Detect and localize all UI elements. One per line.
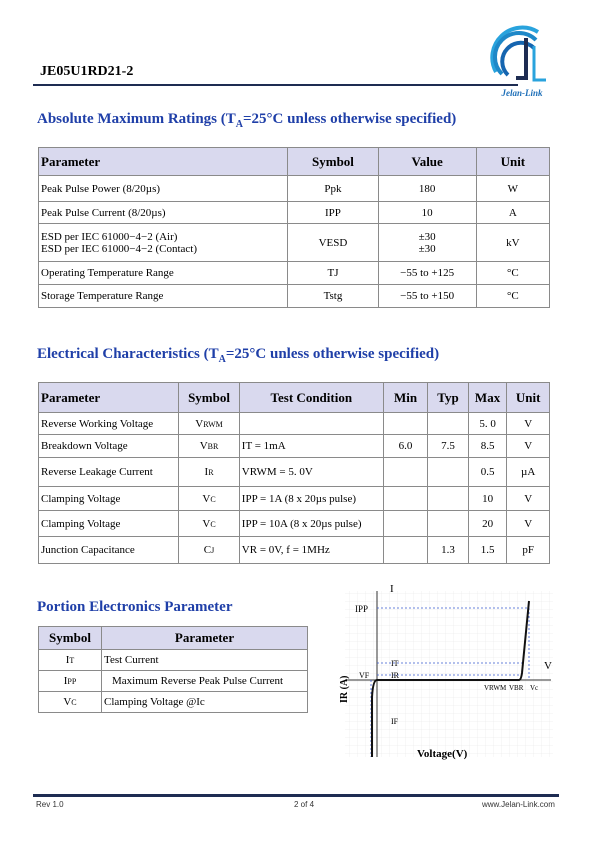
table-row: Peak Pulse Current (8/20µs) IPP 10 A <box>39 202 550 224</box>
col-header: Symbol <box>288 148 378 176</box>
footer-page-number: 2 of 4 <box>294 800 315 809</box>
table-row: Clamping Voltage VC IPP = 10A (8 x 20µs pulse) 20 V <box>39 511 550 537</box>
vbr-label: VBR <box>509 684 524 692</box>
col-header: Parameter <box>102 627 308 650</box>
if-label: IF <box>391 717 399 726</box>
y-axis-letter: I <box>390 585 394 595</box>
logo-text: Jelan-Link <box>501 88 543 98</box>
iv-characteristic-diagram <box>333 585 555 761</box>
portion-table <box>38 626 308 713</box>
part-number: JE05U1RD21-2 <box>40 64 134 79</box>
abs-max-table <box>38 147 550 308</box>
table-row: Reverse Leakage Current IR VRWM = 5. 0V 0.5 µA <box>39 458 550 487</box>
table-row: Junction Capacitance CJ VR = 0V, f = 1MHz 1.3 1.5 pF <box>39 537 550 564</box>
footer-divider <box>33 794 559 797</box>
ir-label: IR <box>391 671 399 680</box>
table-row: ESD per IEC 61000−4−2 (Air) ESD per IEC 61000−4−2 (Contact) VESD ±30 ±30 kV <box>39 224 550 262</box>
vc-label: Vc <box>530 684 539 692</box>
table-row: Storage Temperature Range Tstg −55 to +150 °C <box>39 285 550 308</box>
elec-char-table <box>38 382 550 564</box>
col-header: Test Condition <box>239 383 383 413</box>
col-header: Symbol <box>179 383 240 413</box>
table-row: Operating Temperature Range TJ −55 to +125 °C <box>39 262 550 285</box>
vrwm-label: VRWM <box>484 684 507 692</box>
elec-char-title: Electrical Characteristics ($T_A=25^\circ C$ unless otherwise specified) <box>37 346 440 365</box>
table-row: Breakdown Voltage VBR IT = 1mA 6.0 7.5 8.5 V <box>39 435 550 458</box>
company-logo <box>486 20 558 102</box>
col-header: Min <box>383 383 427 413</box>
col-header: Value <box>378 148 476 176</box>
col-header: Parameter <box>39 383 179 413</box>
x-axis-letter: V <box>544 660 552 672</box>
table-row: IPP Maximum Reverse Peak Pulse Current <box>39 671 308 692</box>
col-header: Symbol <box>39 627 102 650</box>
x-axis-title: Voltage(V) <box>417 748 468 760</box>
col-header: Unit <box>507 383 550 413</box>
col-header: Max <box>468 383 507 413</box>
header-divider <box>33 84 518 86</box>
footer-revision: Rev 1.0 <box>36 800 64 809</box>
table-row: IT Test Current <box>39 650 308 671</box>
table-row: Clamping Voltage VC IPP = 1A (8 x 20µs pulse) 10 V <box>39 487 550 511</box>
col-header: Parameter <box>39 148 288 176</box>
vf-label: VF <box>359 671 370 680</box>
portion-title: Portion Electronics Parameter <box>37 599 233 615</box>
footer-website[interactable]: www.Jelan-Link.com <box>482 800 555 809</box>
it-label: IT <box>391 659 399 668</box>
col-header: Typ <box>428 383 468 413</box>
table-row: Peak Pulse Power (8/20µs) Ppk 180 W <box>39 176 550 202</box>
y-axis-title: IR (A) <box>339 675 350 703</box>
ipp-label: IPP <box>355 604 369 614</box>
abs-max-title: Absolute Maximum Ratings ($T_A=25^\circ C$ unless otherwise specified) <box>37 111 457 130</box>
col-header: Unit <box>476 148 549 176</box>
table-row: Reverse Working Voltage VRWM 5. 0 V <box>39 413 550 435</box>
table-row: VC Clamping Voltage @Ic <box>39 692 308 713</box>
